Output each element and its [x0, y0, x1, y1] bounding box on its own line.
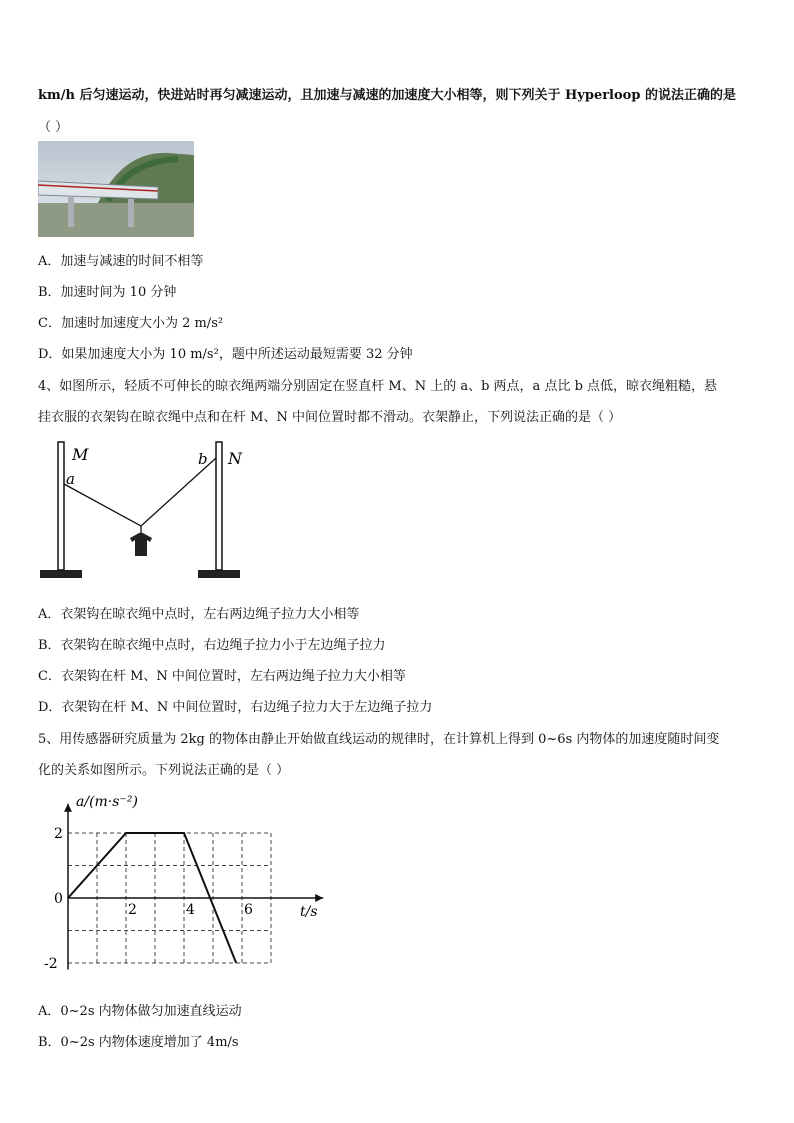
pole-n: [216, 442, 222, 570]
y-axis-label: a/(m·s⁻²): [76, 794, 138, 810]
chart-axes: [64, 804, 323, 970]
x-tick-label: 4: [186, 902, 195, 918]
q4-option-a: A．衣架钩在晾衣绳中点时，左右两边绳子拉力大小相等: [38, 607, 360, 622]
hyperloop-photo: [38, 141, 194, 237]
q4-option-c: C．衣架钩在杆 M、N 中间位置时，左右两边绳子拉力大小相等: [38, 669, 406, 684]
q3-option-a: A．加速与减速的时间不相等: [38, 254, 204, 269]
y-tick-label: 0: [54, 891, 63, 907]
y-tick-label: -2: [44, 956, 58, 972]
y-axis-arrow: [64, 804, 72, 812]
q4-stem-line2: 挂衣服的衣架钩在晾衣绳中点和在杆 M、N 中间位置时都不滑动。衣架静止，下列说法正确的是（ ）: [38, 410, 622, 425]
label-n: N: [228, 449, 242, 468]
label-a: a: [66, 470, 75, 488]
x-axis-label: t/s: [300, 904, 318, 920]
q4-option-d: D．衣架钩在杆 M、N 中间位置时，右边绳子拉力大于左边绳子拉力: [38, 700, 433, 715]
q3-answer-paren: （ ）: [38, 120, 69, 135]
label-m: M: [72, 445, 89, 464]
q5-stem-line1: 5、用传感器研究质量为 2kg 的物体由静止开始做直线运动的规律时，在计算机上得到 0~6s 内物体的加速度随时间变: [38, 732, 720, 747]
x-tick-label: 6: [244, 902, 253, 918]
shirt-icon: [130, 532, 152, 556]
q5-option-a: A．0~2s 内物体做匀加速直线运动: [38, 1004, 242, 1019]
q4-option-b: B．衣架钩在晾衣绳中点时，右边绳子拉力小于左边绳子拉力: [38, 638, 386, 653]
clothesline-rope: [64, 458, 216, 526]
q3-option-d: D．如果加速度大小为 10 m/s²，题中所述运动最短需要 32 分钟: [38, 347, 413, 362]
clothesline-figure: [38, 440, 248, 590]
q5-option-b: B．0~2s 内物体速度增加了 4m/s: [38, 1035, 239, 1050]
q3-option-b: B．加速时间为 10 分钟: [38, 285, 177, 300]
q4-stem-line1: 4、如图所示，轻质不可伸长的晾衣绳两端分别固定在竖直杆 M、N 上的 a、b 两点，a 点比 b 点低，晾衣绳粗糙，悬: [38, 379, 718, 394]
x-tick-label: 2: [128, 902, 137, 918]
y-tick-label: 2: [54, 826, 63, 842]
x-axis-arrow: [315, 894, 323, 902]
q3-stem-line1: km/h 后匀速运动，快进站时再匀减速运动，且加速与减速的加速度大小相等，则下列关于 Hyperloop 的说法正确的是: [38, 88, 736, 103]
label-b: b: [198, 450, 208, 468]
ground-right: [198, 570, 240, 578]
pole-m: [58, 442, 64, 570]
chart-ticks: [44, 826, 253, 972]
ground-left: [40, 570, 82, 578]
q3-option-c: C．加速时加速度大小为 2 m/s²: [38, 316, 224, 331]
q5-stem-line2: 化的关系如图所示。下列说法正确的是（ ）: [38, 763, 290, 778]
acceleration-time-chart: [38, 790, 338, 975]
